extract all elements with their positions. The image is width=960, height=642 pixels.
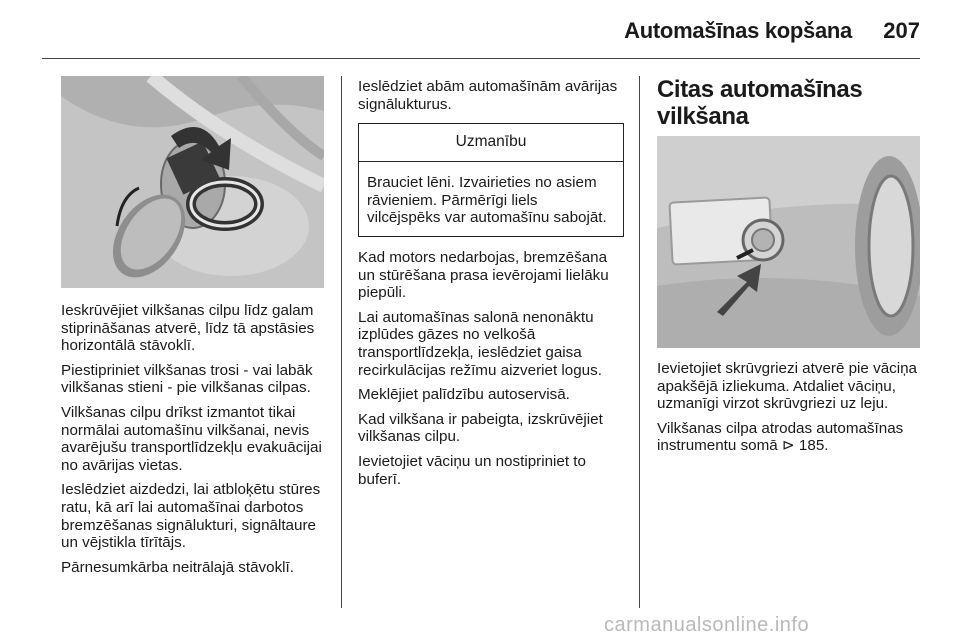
paragraph: Piestipriniet vilkšanas trosi - vai labāk vilkšanas stieni - pie vilkšanas cilpas.: [61, 361, 313, 397]
column-2-text: [358, 78, 626, 495]
paragraph: Ieslēdziet abām automašīnām avārijas signālukturus.: [358, 78, 618, 113]
section-heading: Citas automašīnas vilkšana: [657, 76, 863, 130]
header-rule: [42, 58, 920, 59]
paragraph-text: Vilkšanas cilpa atrodas automašīnas instrumentu somā: [657, 419, 904, 455]
paragraph: Ieskrūvējiet vilkšanas cilpu līdz galam stiprināšanas atverē, līdz tā apstāsies horizontālā stāvoklī.: [61, 302, 315, 355]
warning-box: [358, 123, 624, 237]
paragraph: Vilkšanas cilpu drīkst izmantot tikai normālai automašīnu vilkšanai, nevis avarējušu transportlīdzekļu evakuācijai no avārijas vietas.: [61, 403, 322, 474]
paragraph: Ievietojiet vāciņu un nostipriniet to buferī.: [358, 452, 586, 488]
column-divider: [341, 76, 342, 608]
tow-eye-illustration: [61, 76, 324, 288]
column-3-heading-wrap: [657, 76, 923, 144]
page-reference-link[interactable]: 185.: [798, 437, 829, 455]
paragraph: Lai automašīnas salonā nenonāktu izplūdes gāzes no velkošā transportlīdzekļa, ieslēdziet gaisa recirkulācijas režīmu aizveriet logus.: [358, 308, 602, 379]
bumper-cover-illustration: [657, 136, 920, 348]
column-divider: [639, 76, 640, 608]
paragraph: [657, 420, 923, 455]
paragraph: Pārnesumkārba neitrālajā stāvoklī.: [61, 558, 294, 576]
paragraph: Ievietojiet skrūvgriezi atverē pie vāciņa apakšējā izliekuma. Atdaliet vāciņu, uzmanīgi virzot skrūvgriezi uz leju.: [657, 360, 917, 413]
warning-title: Uzmanību: [359, 124, 623, 162]
warning-body: Brauciet lēni. Izvairieties no asiem rāvieniem. Pārmērīgi liels vilcējspēks var automašīnu sabojāt.: [367, 174, 607, 227]
arrow-ref-icon: ⊳: [781, 437, 795, 455]
column-1-text: [61, 302, 329, 583]
column-3-text: [657, 360, 923, 462]
paragraph: Kad vilkšana ir pabeigta, izskrūvējiet vilkšanas cilpu.: [358, 410, 603, 446]
paragraph: Meklējiet palīdzību autoservisā.: [358, 386, 570, 404]
paragraph: Ieslēdziet aizdedzi, lai atbloķētu stūres ratu, kā arī lai automašīnai darbotos bremzēšanas signālukturi, signāltaure un vējstikla tīrītājs.: [61, 481, 321, 552]
watermark: carmanualsonline.info: [604, 614, 810, 636]
page-number: 207: [883, 18, 920, 43]
paragraph: Kad motors nedarbojas, bremzēšana un stūrēšana prasa ievērojami lielāku piepūli.: [358, 248, 609, 302]
running-header-title: Automašīnas kopšana: [624, 18, 852, 43]
